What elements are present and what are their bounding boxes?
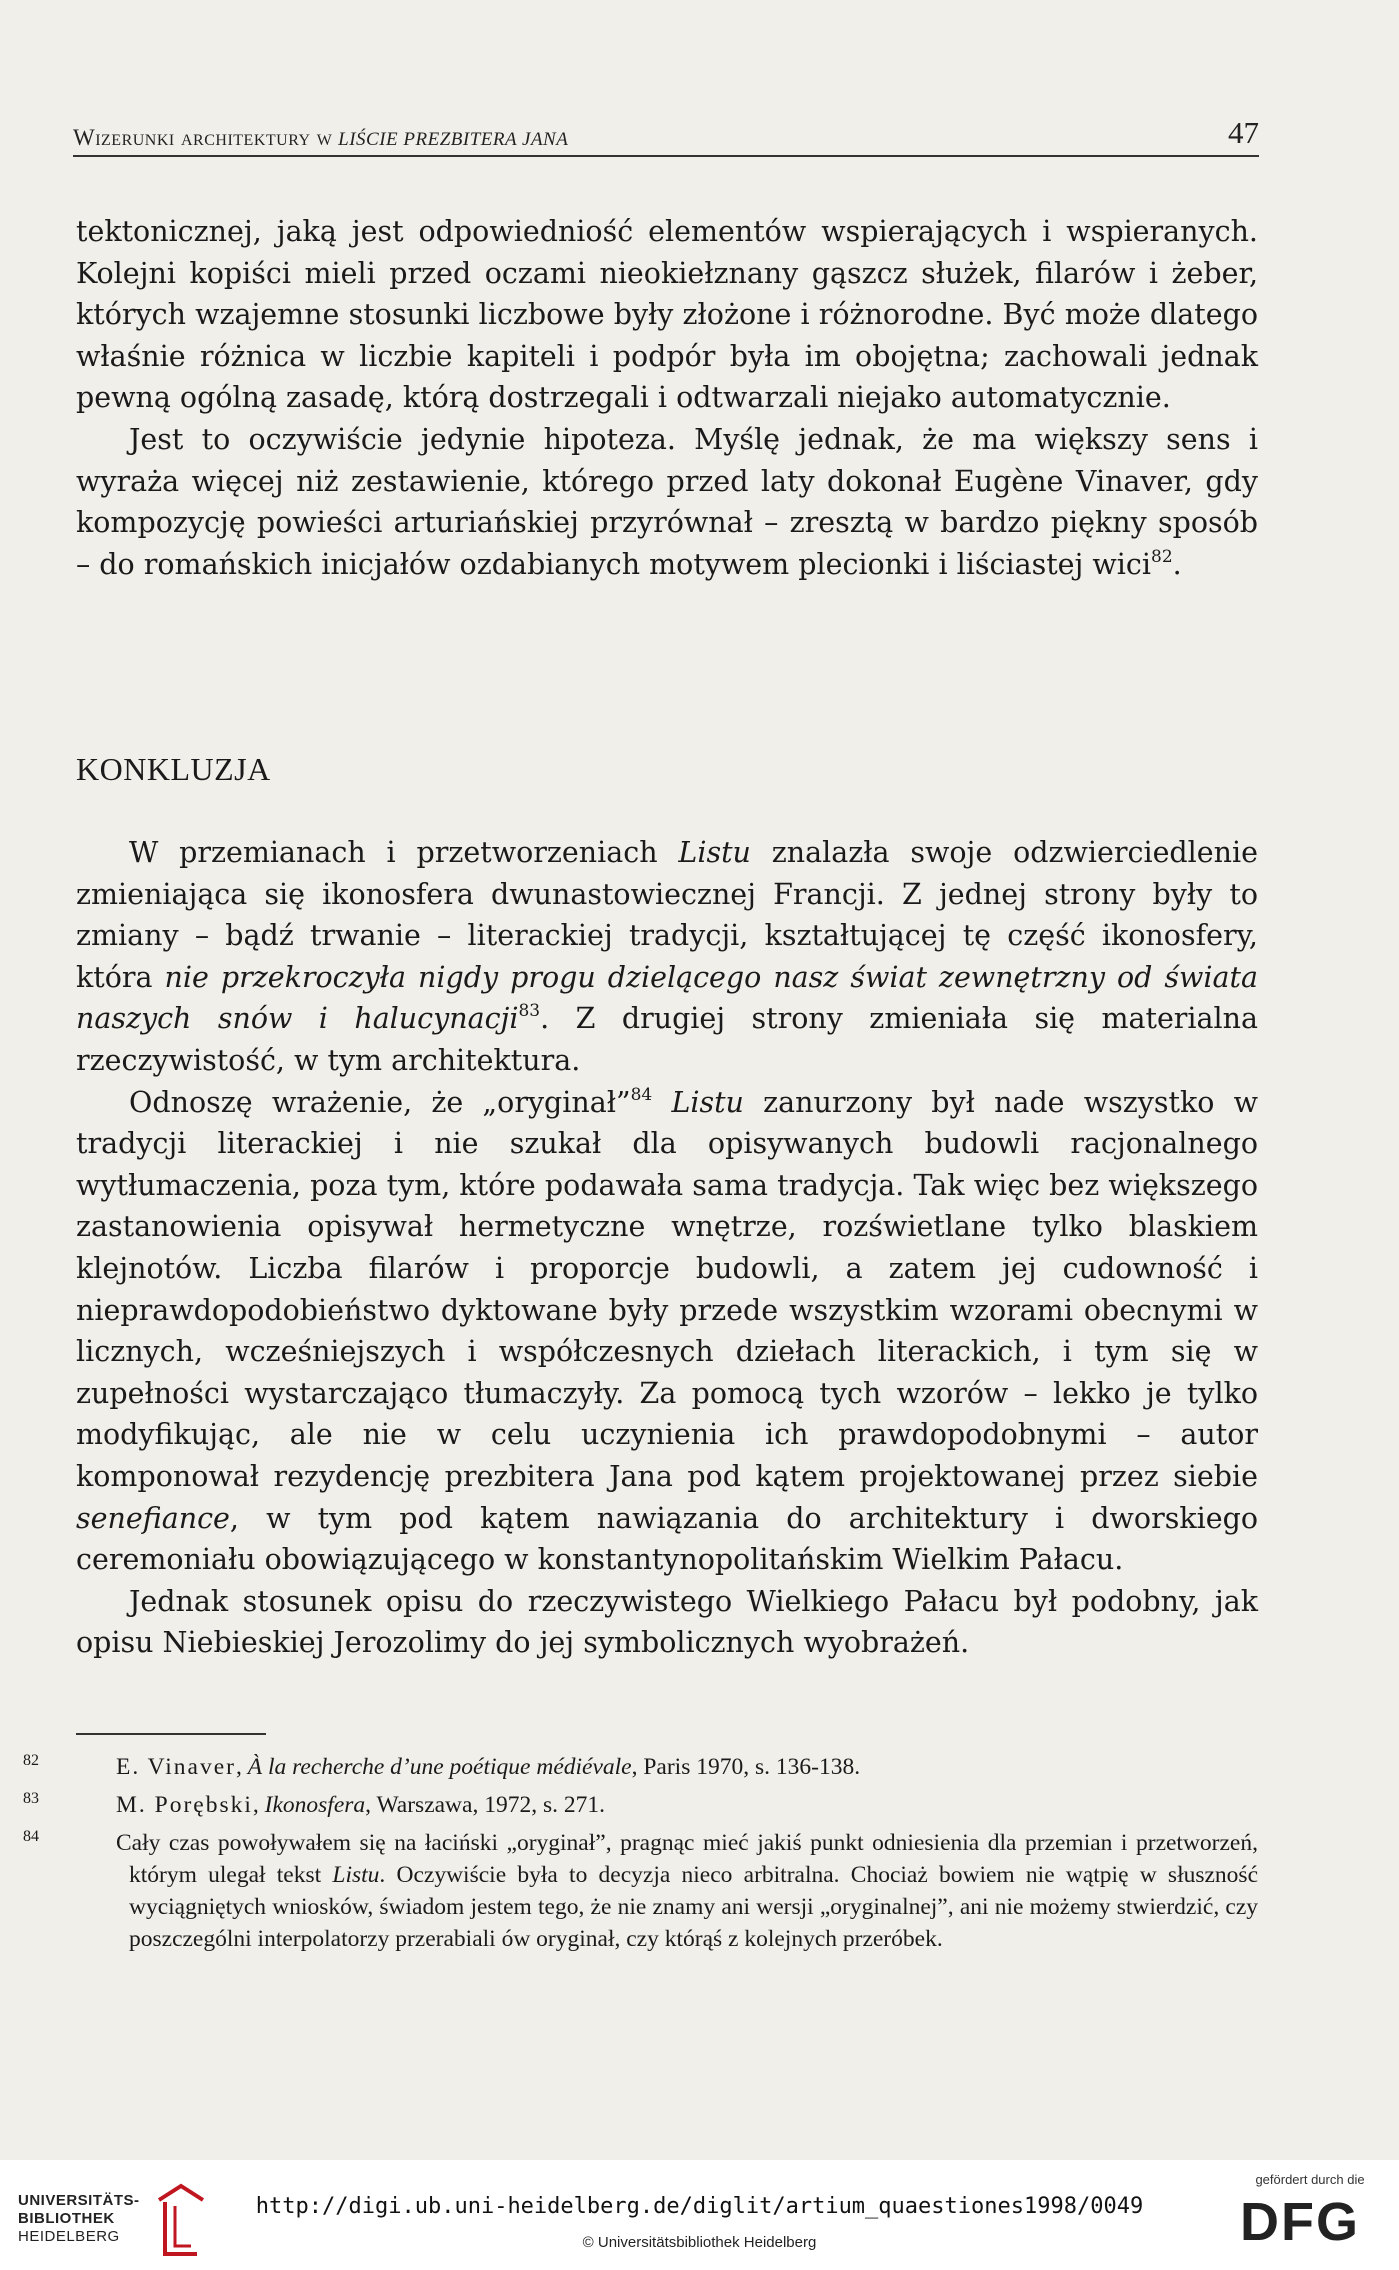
- footnote-ref-84[interactable]: 84: [630, 1084, 653, 1105]
- footnote-82: 82 E. Vinaver, À la recherche d’une poétique médiévale, Paris 1970, s. 136-138.: [76, 1745, 1258, 1783]
- footnote-number: 82: [23, 1752, 39, 1769]
- paragraph-5: Jednak stosunek opisu do rzeczywistego Wielkiego Pałacu był podobny, jak opisu Niebieskiej Jerozolimy do jej symbolicznych wyobrażeń.: [76, 1584, 1258, 1660]
- paragraph-4-c: , w tym pod kątem nawiązania do architektury i dworskiego ceremoniału obowiązującego w konstantynopolitańskim Wielkim Pałacu.: [76, 1501, 1258, 1577]
- paragraph-4-a: Odnoszę wrażenie, że „oryginał”: [129, 1085, 631, 1119]
- section-heading: KONKLUZJA: [76, 751, 271, 787]
- footnote-text-a: Cały czas powoływałem się na łaciński „oryginał”, pragnąc mieć jakiś punkt odniesienia dla przemian i przetworzeń, którym ulegał tekst: [116, 1830, 1258, 1888]
- funding-logo[interactable]: [1240, 2172, 1390, 2262]
- body-text-top: [76, 211, 1258, 585]
- running-title: [73, 125, 568, 151]
- running-header: [73, 115, 1259, 157]
- footnote-83: 83 M. Porębski, Ikonosfera, Warszawa, 1972, s. 271.: [76, 1783, 1258, 1821]
- digitization-footer: [0, 2160, 1399, 2270]
- footnote-rest: , Warszawa, 1972, s. 271.: [365, 1792, 605, 1818]
- copyright-notice: © Universitätsbibliothek Heidelberg: [582, 2234, 817, 2251]
- library-line-3: HEIDELBERG: [18, 2228, 120, 2245]
- paragraph-4-listu: Listu: [671, 1085, 744, 1119]
- footnote-84: [23, 1821, 1258, 1955]
- paragraph-3-a: W przemianach i przetworzeniach: [129, 836, 679, 869]
- footnote-ref-82[interactable]: 82: [1151, 546, 1173, 567]
- body-text-conclusion: [76, 832, 1258, 1664]
- paragraph-3: [76, 832, 1258, 1082]
- paragraph-2-end: .: [1172, 547, 1182, 581]
- page-number: 47: [1228, 115, 1259, 150]
- paragraph-4: [76, 1082, 1258, 1581]
- paragraph-4-b: zanurzony był nade wszystko w tradycji literackiej i nie szukał dla opisywanych budowli racjonalnego wytłumaczenia, poza tym, które podawała sama tradycja. Tak więc bez większego zastanowienia opisywał hermetyczne wnętrze, rozświetlane tylko blaskiem klejnotów. Liczba filarów i proporcje budowli, a zatem jej cudowność i nieprawdopodobieństwo dyktowane były przede wszystkim wzorami obecnymi w licznych, wcześniejszych i współczesnych dziełach literackich, i tym się w zupełności wystarczająco tłumaczyły. Za pomocą tych wzorów – lekko je tylko modyfikując, ale nie w celu uczynienia ich prawdopodobnymi – autor komponował rezydencję prezbitera Jana pod kątem projektowanej przez siebie: [76, 1085, 1258, 1493]
- dfg-logo-icon: DFG: [1240, 2192, 1360, 2252]
- footnote-separator: [76, 1733, 266, 1735]
- footnote-number: 83: [23, 1790, 39, 1807]
- footnotes: [23, 1745, 1258, 1955]
- footnote-text-b: . Oczywiście była to decyzja nieco arbitralna. Chociaż bowiem nie wątpię w słuszność wyciągniętych wniosków, świadom jestem tego, że nie znamy ani wersji „oryginalnej”, ani nie możemy stwierdzić, czy poszczególni interpolatorzy przerabiali ów oryginał, czy którąś z kolejnych przeróbek.: [129, 1862, 1258, 1952]
- running-title-main: Wizerunki architektury w: [73, 125, 333, 150]
- footnote-author: E. Vinaver: [116, 1754, 236, 1780]
- paragraph-2: [76, 419, 1258, 585]
- paragraph-3-listu: Listu: [678, 836, 751, 869]
- permalink-url[interactable]: http://digi.ub.uni-heidelberg.de/diglit/artium_quaestiones1998/0049: [255, 2194, 1144, 2219]
- footnote-author: M. Porębski: [116, 1792, 253, 1818]
- funding-caption: gefördert durch die: [1255, 2172, 1365, 2187]
- footnote-italic: Listu: [332, 1862, 380, 1888]
- library-line-1: UNIVERSITÄTS-: [18, 2192, 140, 2209]
- footnote-number: 84: [23, 1828, 39, 1845]
- footnote-ref-83[interactable]: 83: [518, 1001, 541, 1022]
- running-title-italic: LIŚCIE PREZBITERA JANA: [338, 129, 569, 150]
- paragraph-4-senefiance: senefiance: [76, 1501, 230, 1535]
- paragraph-2-text: Jest to oczywiście jedynie hipoteza. Myślę jednak, że ma większy sens i wyraża więcej niż zestawienie, którego przed laty dokonał Eugène Vinaver, gdy kompozycję powieści arturiańskiej przyrównał – zresztą w bardzo piękny sposób – do romańskich inicjałów ozdabianych motywem plecionki i liściastej wici: [76, 422, 1258, 581]
- paragraph-3-quote: nie przekroczyła nigdy progu dzielącego nasz świat zewnętrzny od świata naszych snów i halucynacji: [76, 960, 1258, 1036]
- footnote-title: Ikonosfera: [264, 1792, 366, 1818]
- paragraph-3-b: znalazła swoje odzwierciedlenie zmieniająca się ikonosfera dwunastowiecznej Francji. Z jednej strony były to zmiany – bądź trwanie – literackiej tradycji, kształtującej tę część ikonosfery, która: [76, 836, 1258, 994]
- footnote-rest: , Paris 1970, s. 136-138.: [631, 1754, 861, 1780]
- footnote-title: À la recherche d’une poétique médiévale: [247, 1754, 632, 1780]
- paragraph-3-c: . Z drugiej strony zmieniała się materialna rzeczywistość, w tym architektura.: [76, 1002, 1259, 1077]
- library-line-2: BIBLIOTHEK: [18, 2210, 115, 2227]
- paragraph-1: tektonicznej, jaką jest odpowiedniość elementów wspierających i wspieranych. Kolejni kopiści mieli przed oczami nieokiełznany gąszcz służek, filarów i żeber, których wzajemne stosunki liczbowe były złożone i różnorodne. Być może dlatego właśnie różnica w liczbie kapiteli i podpór była im obojętna; zachowali jednak pewną ogólną zasadę, którą dostrzegali i odtwarzali niejako automatycznie.: [76, 215, 1258, 415]
